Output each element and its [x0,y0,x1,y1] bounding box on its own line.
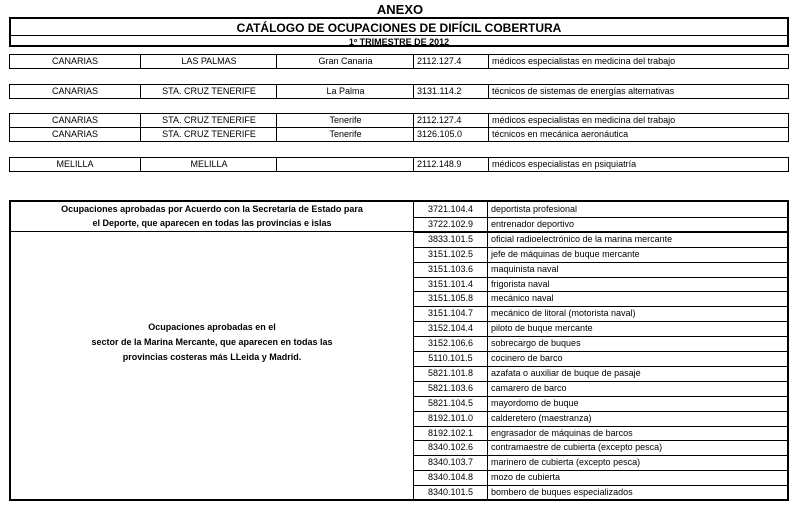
occupation-code: 8340.102.6 [427,442,474,453]
annex-heading: ANEXO [376,2,424,17]
regional-row [9,84,789,99]
occupation-name: bombero de buques especializados [491,487,633,498]
occupation-code: 5821.101.8 [427,367,474,378]
occupation-name: marinero de cubierta (excepto pesca) [491,457,641,468]
occupation-name: contramaestre de cubierta (excepto pesca) [491,442,663,453]
header-divider [11,35,787,36]
province-cell: STA. CRUZ TENERIFE [140,114,277,127]
code-cell: 2112.148.9 [413,158,488,171]
occupation-name: entrenador deportivo [491,218,575,229]
occupation-code: 8192.102.1 [427,427,474,438]
occupation-code: 3152.106.6 [427,338,474,349]
island-cell [276,158,414,171]
occupation-name: sobrecargo de buques [491,338,581,349]
occupation-cell: médicos especialistas en psiquiatría [488,158,788,171]
occupation-code: 3151.105.8 [427,293,474,304]
occupation-code: 8340.101.5 [427,487,474,498]
occupation-name: mecánico de litoral (motorista naval) [491,308,636,319]
occupation-code: 8192.101.0 [427,412,474,423]
marine-group-label-line2: sector de la Marina Mercante, que aparecen en todas las [91,337,333,347]
marine-group-label-line1: Ocupaciones aprobadas en el [148,322,276,332]
occupation-name: frigorista naval [491,278,550,289]
occupation-code: 3151.102.5 [427,248,474,259]
occupation-name: mozo de cubierta [491,472,561,483]
occupation-code: 3721.104.4 [427,204,474,214]
code-cell: 2112.127.4 [413,114,488,127]
occupation-cell: médicos especialistas en medicina del trabajo [488,55,788,68]
occupation-code: 3722.102.9 [427,218,474,229]
island-cell: Tenerife [276,128,414,141]
occupation-cell: técnicos en mecánica aeronáutica [488,128,788,141]
province-cell: LAS PALMAS [140,55,277,68]
regional-row [9,54,789,69]
region-cell: CANARIAS [51,129,98,139]
occupation-code: 8340.103.7 [427,457,474,468]
occupation-name: deportista profesional [491,204,578,214]
code-cell: 2112.127.4 [413,55,488,68]
region-cell: CANARIAS [51,56,98,66]
province-cell: STA. CRUZ TENERIFE [140,128,277,141]
occupation-name: mecánico naval [491,293,554,304]
occupation-name: jefe de máquinas de buque mercante [491,248,640,259]
occupation-code: 5821.104.5 [427,397,474,408]
region-cell: CANARIAS [51,86,98,96]
occupation-code: 3833.101.5 [427,233,474,244]
occupation-code: 5821.103.6 [427,382,474,393]
code-cell: 3126.105.0 [413,128,488,141]
marine-group-label-line3: provincias costeras más LLeida y Madrid. [122,352,302,362]
regional-row [9,127,789,142]
province-cell: MELILLA [140,158,277,171]
occupation-name: azafata o auxiliar de buque de pasaje [491,367,641,378]
regional-row [9,113,789,128]
region-cell: CANARIAS [51,115,98,125]
catalog-period: 1º TRIMESTRE DE 2012 [348,37,450,47]
island-cell: Tenerife [276,114,414,127]
occupation-cell: técnicos de sistemas de energías alternativas [488,85,788,98]
occupation-code: 3151.104.7 [427,308,474,319]
occupation-code: 3152.104.4 [427,323,474,334]
sport-group-label-line1: Ocupaciones aprobadas por Acuerdo con la Secretaría de Estado para [61,204,363,214]
occupation-name: oficial radioelectrónico de la marina mercante [491,233,673,244]
occupation-code: 5110.101.5 [428,353,473,363]
province-cell: STA. CRUZ TENERIFE [140,85,277,98]
approved-occupations-table [9,200,789,501]
occupation-code: 3151.101.4 [427,278,474,289]
occupation-name: piloto de buque mercante [491,323,593,334]
occupation-cell: médicos especialistas en medicina del trabajo [488,114,788,127]
regional-row [9,157,789,172]
catalog-header [9,17,789,47]
occupation-name: engrasador de máquinas de barcos [491,427,633,438]
island-cell: La Palma [276,85,414,98]
occupation-name: mayordomo de buque [491,397,579,408]
sport-group-label-line2: el Deporte, que aparecen en todas las provincias e islas [92,218,332,228]
occupation-code: 8340.104.8 [427,472,474,483]
catalog-title: CATÁLOGO DE OCUPACIONES DE DIFÍCIL COBERTURA [236,21,562,35]
occupation-name: camarero de barco [491,382,567,393]
region-cell: MELILLA [56,159,94,169]
island-cell: Gran Canaria [276,55,414,68]
occupation-name: maquinista naval [491,263,559,274]
code-cell: 3131.114.2 [413,85,488,98]
occupation-name: cocinero de barco [491,353,563,363]
occupation-code: 3151.103.6 [427,263,474,274]
occupation-name: calderetero (maestranza) [491,412,592,423]
